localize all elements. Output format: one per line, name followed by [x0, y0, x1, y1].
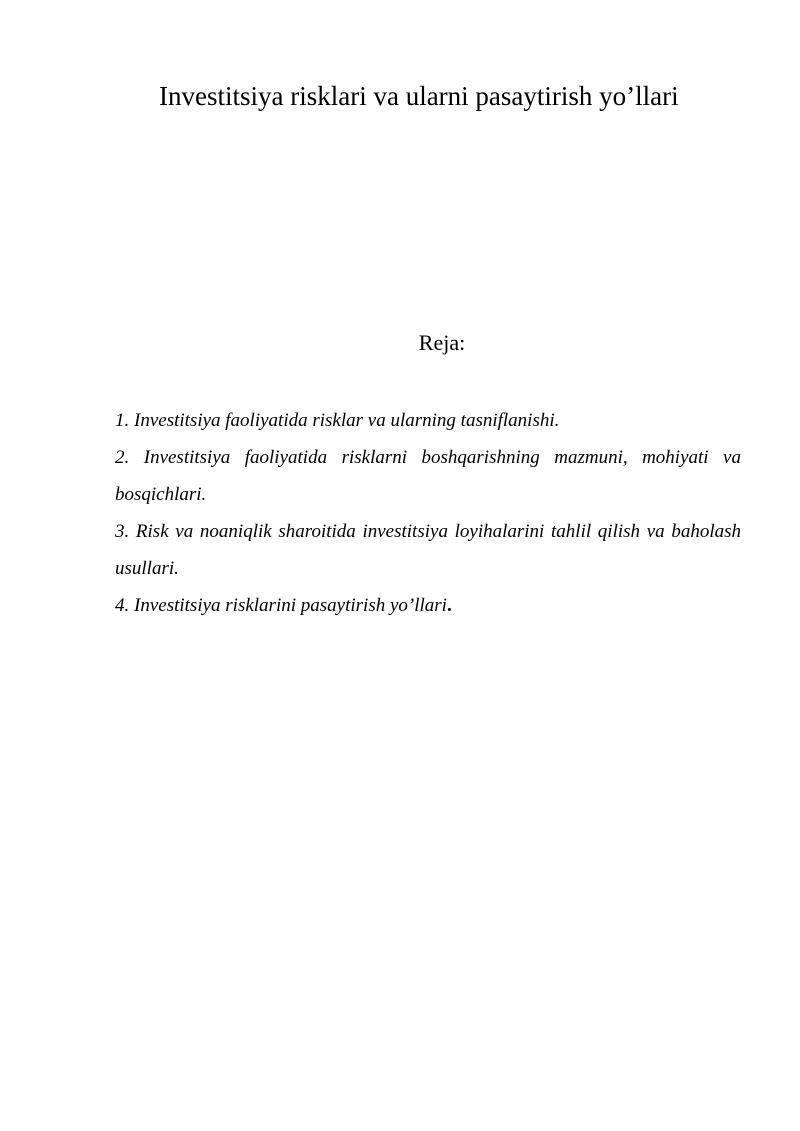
document-title: Investitsiya risklari va ularni pasaytirish yo’llari	[159, 81, 679, 111]
plan-heading: Reja:	[418, 330, 466, 355]
plan-list	[115, 402, 741, 624]
plan-item-text: 2. Investitsiya faoliyatida risklarni boshqarishning mazmuni, mohiyati va bosqichlari.	[115, 447, 741, 505]
plan-item-text: 1. Investitsiya faoliyatida risklar va ularning tasniflanishi.	[115, 410, 560, 431]
plan-item-4	[115, 587, 741, 624]
plan-item-1	[115, 402, 741, 439]
plan-item-text: 3. Risk va noaniqlik sharoitida investitsiya loyihalarini tahlil qilish va baholash usullari.	[115, 521, 741, 579]
plan-item-3	[115, 513, 741, 587]
plan-item-suffix: .	[446, 595, 452, 616]
plan-item-2	[115, 439, 741, 513]
plan-item-text: 4. Investitsiya risklarini pasaytirish yo’llari	[115, 595, 447, 616]
